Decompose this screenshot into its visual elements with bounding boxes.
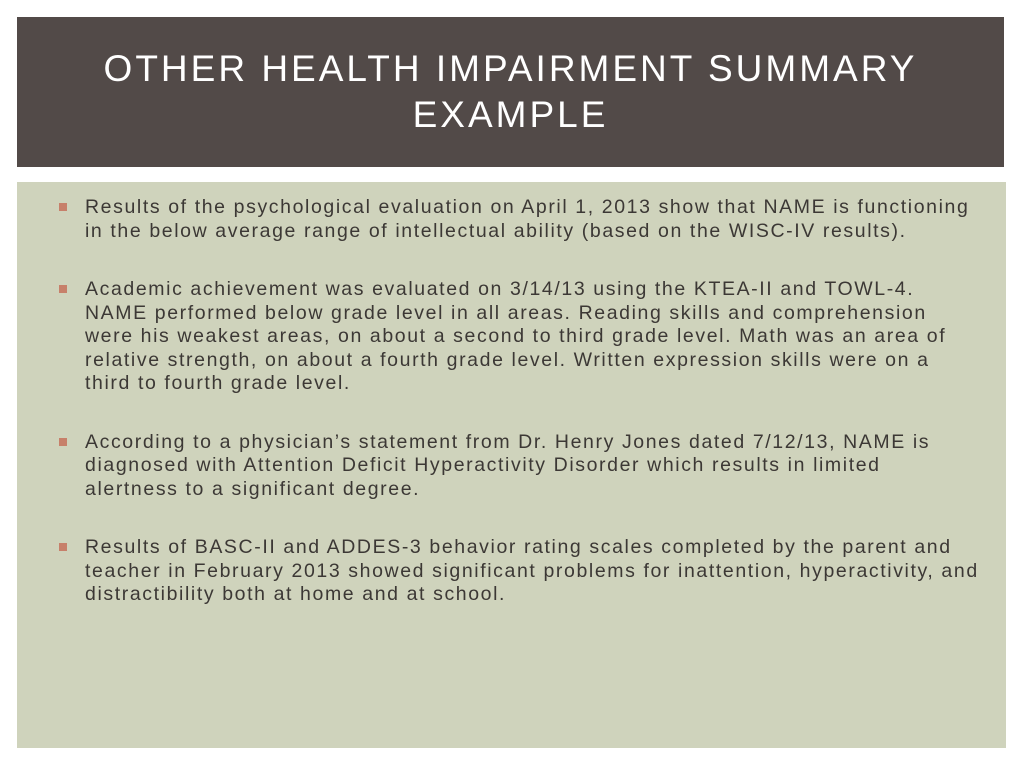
- bullet-text: Results of the psychological evaluation on April 1, 2013 show that NAME is functioning in the below average range of intellectual ability (based on the WISC-IV results).: [85, 196, 970, 242]
- slide-title: OTHER HEALTH IMPAIRMENT SUMMARY EXAMPLE: [103, 48, 918, 135]
- list-item: [59, 278, 979, 396]
- list-item: [59, 196, 979, 243]
- square-bullet-icon: [59, 543, 67, 551]
- list-item: [59, 431, 979, 502]
- title-banner: [17, 17, 1004, 167]
- square-bullet-icon: [59, 203, 67, 211]
- content-panel: [17, 182, 1006, 748]
- square-bullet-icon: [59, 285, 67, 293]
- bullet-list: [59, 196, 979, 642]
- bullet-text: Results of BASC-II and ADDES-3 behavior rating scales completed by the parent and teacher in February 2013 showed significant problems for inattention, hyperactivity, and distractibility both at home and at school.: [85, 536, 979, 605]
- list-item: [59, 536, 979, 607]
- bullet-text: Academic achievement was evaluated on 3/14/13 using the KTEA-II and TOWL-4. NAME performed below grade level in all areas. Reading skills and comprehension were his weakest areas, on about a second to third grade level. Math was an area of relative strength, on about a fourth grade level. Written expression skills were on a third to fourth grade level.: [85, 278, 947, 394]
- square-bullet-icon: [59, 438, 67, 446]
- bullet-text: According to a physician’s statement from Dr. Henry Jones dated 7/12/13, NAME is diagnosed with Attention Deficit Hyperactivity Disorder which results in limited alertness to a significant degree.: [85, 430, 931, 500]
